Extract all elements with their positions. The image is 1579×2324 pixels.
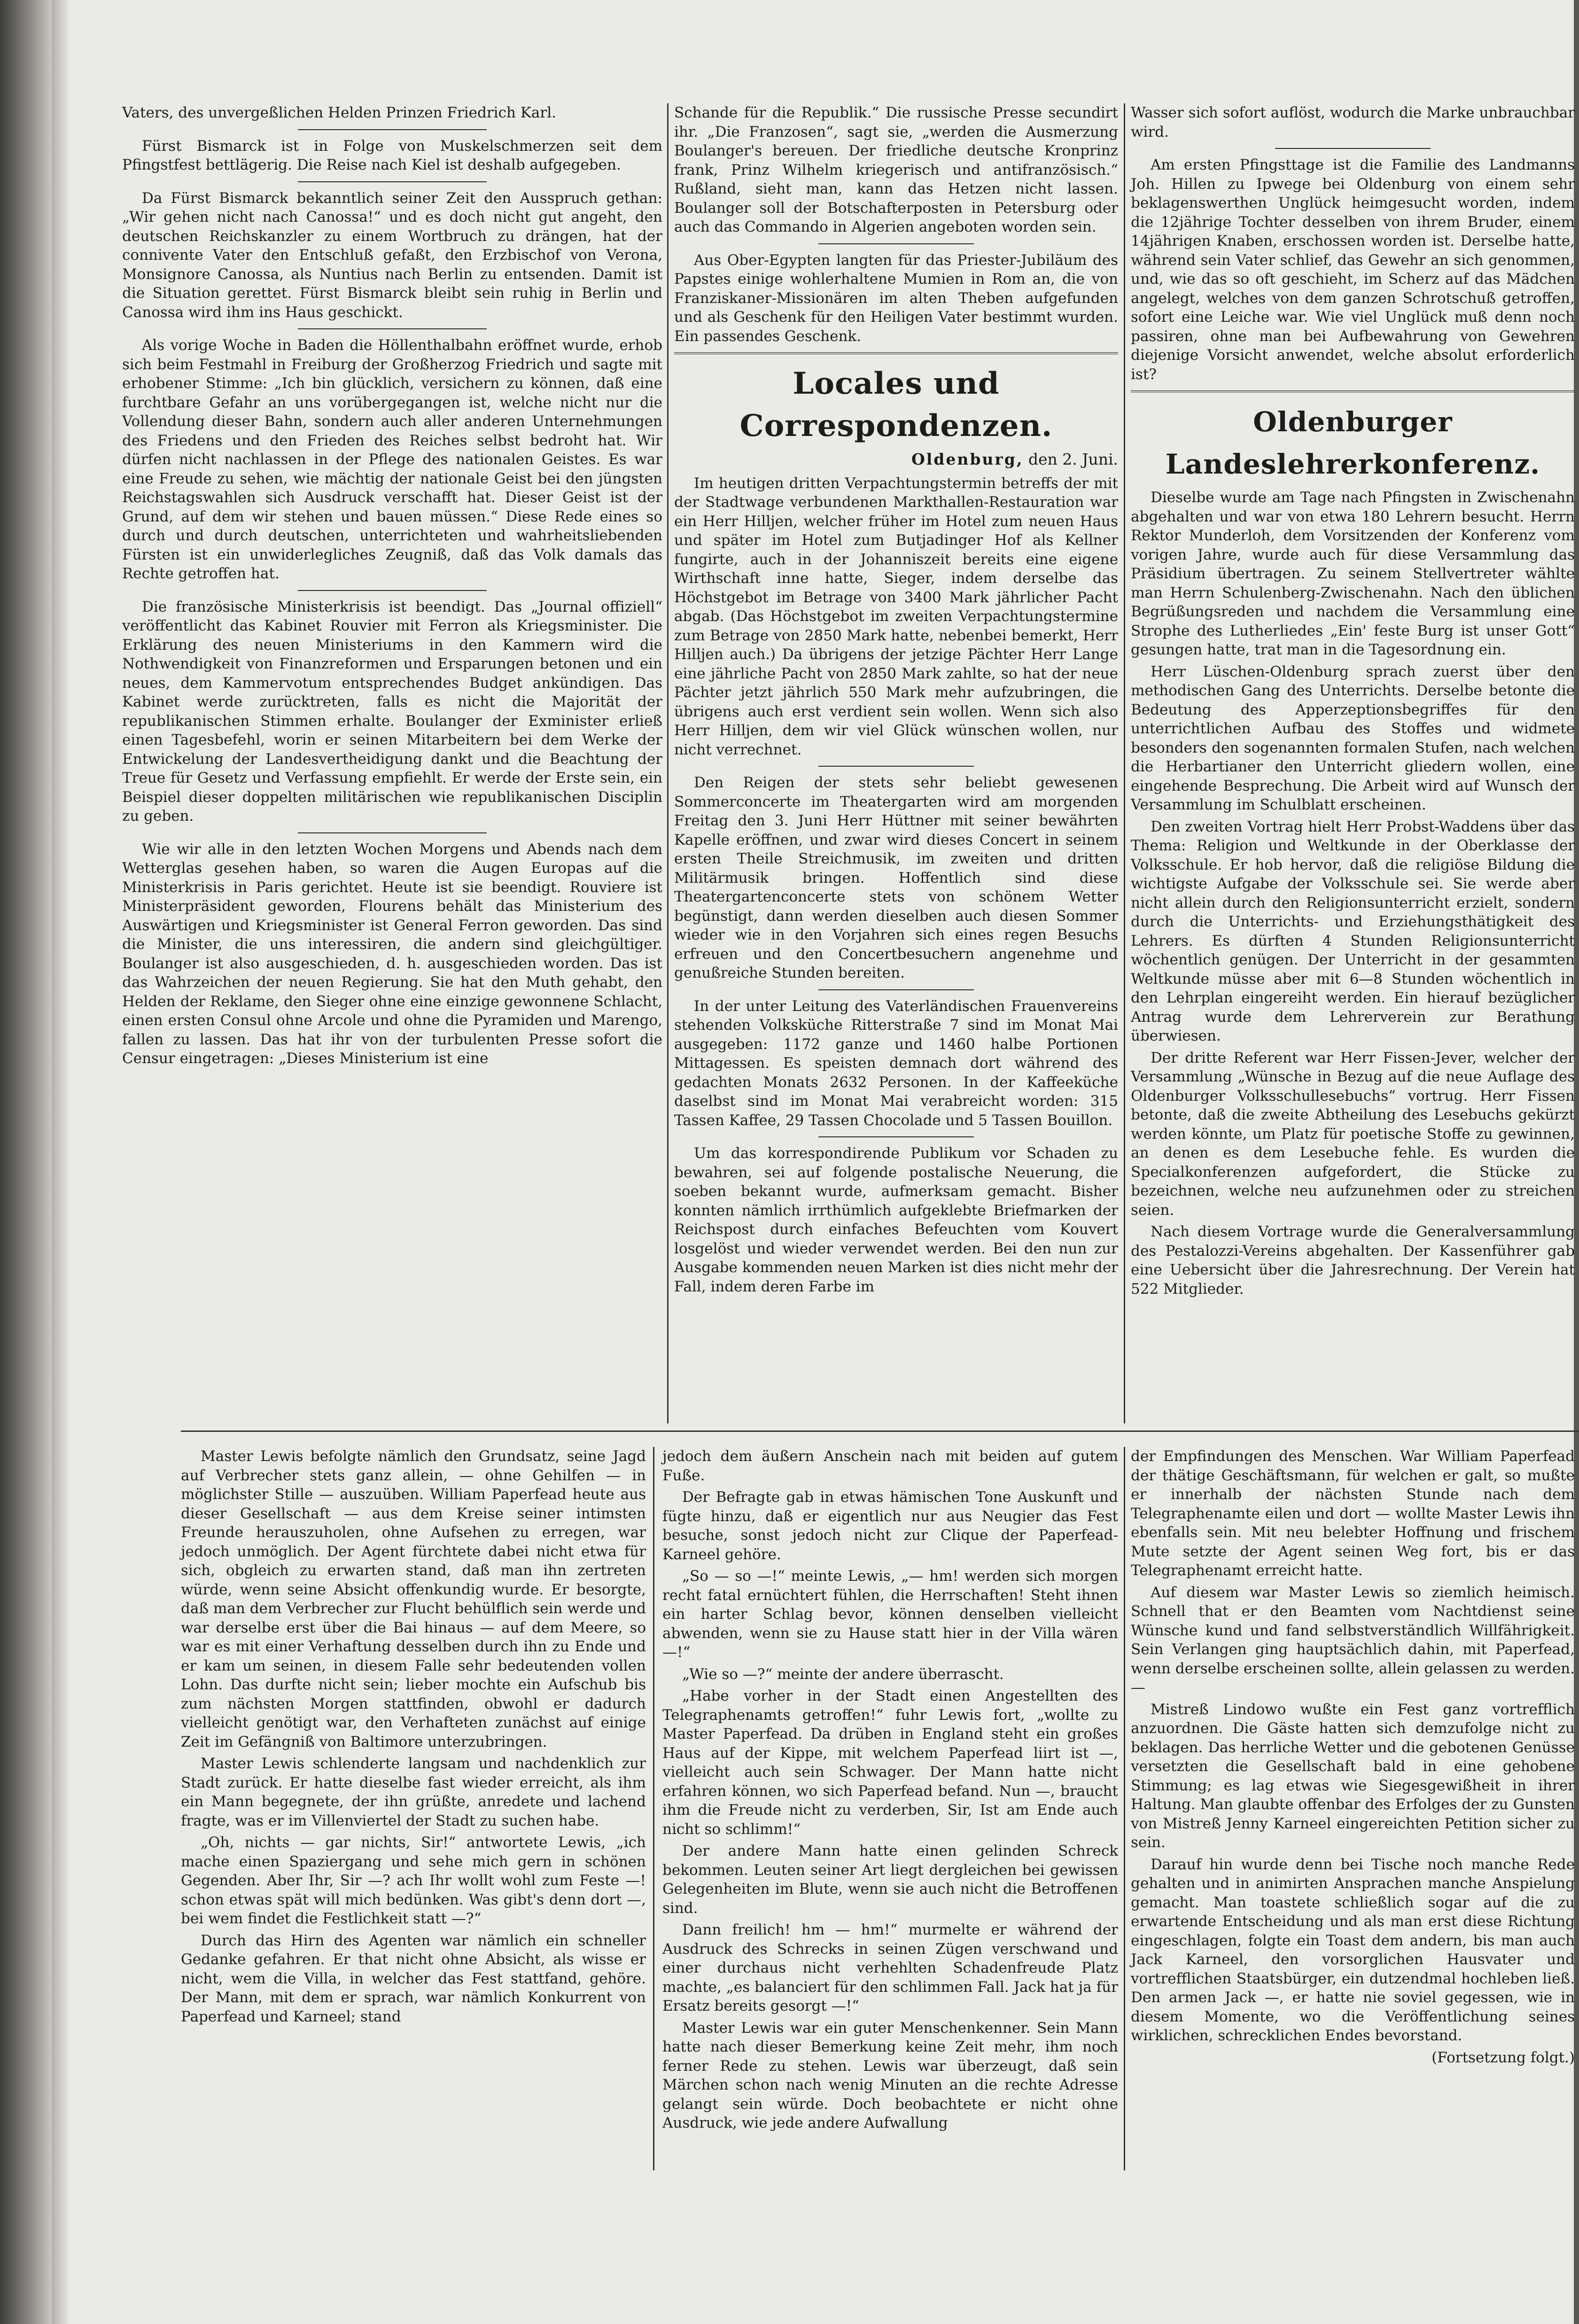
newspaper-page xyxy=(52,0,1574,2324)
article-konferenz-4: Der dritte Referent war Herr Fissen-Jever, welcher der Versammlung „Wünsche in Bezug auf die neue Auflage des Oldenburger Volksschullesebuchs“ vortrug. Herr Fissen betonte, daß die zweite Abtheilung des Lesebuchs gekürzt werden könnte, um Platz für poetische Stoffe zu gewinnen, an denen es dem Lesebuche fehle. Es wurden die Specialkonferenzen aufgefordert, die Stücke zu bezeichnen, welche neu aufzunehmen oder zu streichen seien. xyxy=(1131,1049,1575,1219)
feuilleton-paragraph: Durch das Hirn des Agenten war nämlich ein schneller Gedanke gefahren. Er that nicht ohne Absicht, als wisse er nicht, wem die Villa, in welcher das Fest stattfand, gehöre. Der Mann, mit dem er sprach, war nämlich Konkurrent von Paperfead und Karneel; stand xyxy=(181,1932,646,2025)
feuilleton-paragraph: Der andere Mann hatte einen gelinden Schreck bekommen. Leuten seiner Art liegt dergleichen bei gewissen Gelegenheiten im Blute, wenn sie auch nicht die Betroffenen sind. xyxy=(662,1842,1118,1917)
article-briefmarken: Um das korrespondirende Publikum vor Schaden zu bewahren, sei auf folgende postalische Neuerung, die soeben bekannt wurde, aufmerksam gemacht. Bisher konnten nämlich irrthümlich aufgeklebte Briefmarken der Reichspost durch einfaches Befeuchten vom Kouvert losgelöst und wieder verwendet werden. Bei den nun zur Ausgabe kommenden neuen Marken ist dies nicht mehr der Fall, indem deren Farbe im xyxy=(674,1145,1118,1295)
feuilleton-paragraph: Darauf hin wurde denn bei Tische noch manche Rede gehalten und in animirten Ansprachen manche Anspielung gemacht. Man toastete schließlich sogar auf die zu erwartende Entscheidung und als man erst diese Richtung eingeschlagen, folgte ein Toast dem andern, bis man auch Jack Karneel, den vorsorglichen Hausvater und vortrefflichen Staatsbürger, ein dutzendmal hochleben ließ. Den armen Jack —, er hatte nie soviel gegessen, wie in diesem Momente, wo die Veröffentlichung seines wirklichen, schrecklichen Endes bevorstand. xyxy=(1131,1856,1575,2044)
section-heading-lehrerkonferenz: Oldenburger Landeslehrerkonferenz. xyxy=(1165,406,1540,480)
article-ministerkrisis: Die französische Ministerkrisis ist beendigt. Das „Journal offiziell“ veröffentlicht das Kabinet Rouvier mit Ferron als Kriegsminister. Die Erklärung des neuen Ministeriums in den Kammern wird die Nothwendigkeit von Finanzreformen und Ersparungen betonen und ein neues, dem Kammervotum entsprechendes Budget ankündigen. Das Kabinet werde zurücktreten, falls es nicht die Majorität der republikanischen Stimmen erhalte. Boulanger der Exminister erließ einen Tagesbefehl, worin er seinen Mitarbeitern bei dem Werke der Entwickelung der Landesvertheidigung dankt und die Beachtung der Treue für Gesetz und Verfassung empfiehlt. Er werde der Erste sein, ein Beispiel dieser doppelten militärischen wie republikanischen Disciplin zu geben. xyxy=(122,598,662,824)
feuilleton-paragraph: Master Lewis war ein guter Menschenkenner. Sein Mann hatte nach dieser Bemerkung keine Zeit mehr, ihm noch ferner Rede zu stehen. Lewis war überzeugt, daß sein Märchen schon nach wenig Minuten an die rechte Adresse gelangt sein würde. Doch beobachtete er nicht ohne Ausdruck, wie jede andere Aufwallung xyxy=(662,2019,1118,2131)
article-konferenz-2: Herr Lüschen-Oldenburg sprach zuerst über den methodischen Gang des Unterrichts. Derselbe betonte die Bedeutung des Apperzeptionsbegriffes für den unterrichtlichen Aufbau des Stoffes und widmete besonders den sogenannten formalen Stufen, nach welchen die Herbartianer den Unterricht gliedern wollen, eine eingehende Besprechung. Die Arbeit wird auf Wunsch der Versammlung im Schulblatt erscheinen. xyxy=(1131,663,1575,813)
column-rule xyxy=(667,103,669,1423)
separator xyxy=(818,766,974,767)
column-3 xyxy=(1131,103,1575,1301)
dateline-date: den 2. Juni. xyxy=(1028,450,1118,468)
page-shadow xyxy=(52,0,70,2324)
column-2 xyxy=(674,103,1118,1299)
separator xyxy=(818,1136,974,1137)
separator xyxy=(818,989,974,990)
section-heading-locales: Locales und Correspondenzen. xyxy=(739,366,1053,443)
feuilleton-column-1 xyxy=(181,1447,646,2029)
column-rule xyxy=(653,1447,654,2170)
article-unglueck: Am ersten Pfingsttage ist die Familie des Landmanns Joh. Hillen zu Ipwege bei Oldenburg von einem sehr beklagenswerthen Unglück heimgesucht worden, indem die 12jährige Tochter desselben von ihrem Bruder, einem 14jährigen Knaben, erschossen worden ist. Derselbe hatte, während sein Vater schlief, das Gewehr an sich genommen, und, wie das so oft geschieht, im Scherz auf das Mädchen angelegt, welches von dem ganzen Schrotschuß getroffen, sofort eine Leiche war. Wie viel Unglück muß denn noch passiren, ohne man bei Aufbewahrung von Gewehren diejenige Vorsicht anwendet, welche absolut erforderlich ist? xyxy=(1131,156,1575,383)
column-1 xyxy=(122,103,662,1071)
feuilleton-paragraph: Der Befragte gab in etwas hämischen Tone Auskunft und fügte hinzu, daß er eigentlich nur aus Neugier das Fest besuche, sonst jedoch nicht zur Clique der Paperfead-Karneel gehöre. xyxy=(662,1489,1118,1563)
article-theatergarten: Den Reigen der stets sehr beliebt gewesenen Sommerconcerte im Theatergarten wird am morgenden Freitag den 3. Juni Herr Hüttner mit seiner bewährten Kapelle eröffnen, und zwar wird dieses Concert in seinem ersten Theile Streichmusik, im zweiten und dritten Militärmusik bringen. Hoffentlich sind diese Theatergartenconcerte stets von schönem Wetter begünstigt, dann werden dieselben auch diesen Sommer wieder wie in den Vorjahren sich eines regen Besuchs erfreuen und den Concertbesuchern angenehme und genußreiche Stunden bereiten. xyxy=(674,774,1118,981)
article-russische-presse: Schande für die Republik.“ Die russische Presse secundirt ihr. „Die Franzosen“, sagt sie, „werden die Ausmerzung Boulanger's bereuen. Der friedliche deutsche Kronprinz frank, Prinz Wilhelm kriegerisch und antifranzösisch.“ Rußland, sieht man, kann das Hetzen nicht lassen. Boulanger soll der Botschafterposten in Petersburg oder auch das Commando in Algerien angeboten worden sein. xyxy=(674,104,1118,235)
feuilleton-paragraph: „So — so —!“ meinte Lewis, „— hm! werden sich morgen recht fatal ernüchtert fühlen, die Herrschaften! Steht ihnen ein harter Schlag bevor, können denselben vielleicht abwenden, wenn sie zu Hause statt hier in der Villa wären —!“ xyxy=(662,1568,1118,1661)
separator xyxy=(298,328,487,329)
separator xyxy=(298,590,487,591)
continued-note: (Fortsetzung folgt.) xyxy=(1431,2049,1575,2066)
article-paris-krisis: Wie wir alle in den letzten Wochen Morgens und Abends nach dem Wetterglas gesehen haben, so waren die Augen Europas auf die Ministerkrisis in Paris gerichtet. Heute ist sie beendigt. Rouviere ist Ministerpräsident geworden, Flourens behält das Ministerium des Auswärtigen und Kriegsminister ist General Ferron geworden. Das sind die Minister, die uns interessiren, die andern sind gleichgültiger. Boulanger ist also ausgeschieden, d. h. ausgeschieden worden. Das ist das Wahrzeichen der neuen Regierung. Sie hat den Muth gehabt, den Helden der Reklame, den Sieger ohne eine einzige gewonnene Schlacht, einen ersten Consul ohne Arcole und ohne die Pyramiden und Marengo, fallen zu lassen. Das hat ihr von der turbulenten Presse sofort die Censur eingetragen: „Dieses Ministerium ist eine xyxy=(122,840,662,1067)
separator xyxy=(298,832,487,833)
feuilleton-paragraph: Auf diesem war Master Lewis so ziemlich heimisch. Schnell that er den Beamten vom Nachtdienst seine Wünsche kund und fand selbstverständlich Willfährigkeit. Sein Verlangen ging hauptsächlich dahin, mit Paperfead, wenn derselbe erscheinen sollte, allein gelassen zu werden. — xyxy=(1131,1584,1575,1696)
article-bismarck-illness: Fürst Bismarck ist in Folge von Muskelschmerzen seit dem Pfingstfest bettlägerig. Die Reise nach Kiel ist deshalb aufgegeben. xyxy=(122,137,662,173)
article-konferenz-3: Den zweiten Vortrag hielt Herr Probst-Waddens über das Thema: Religion und Weltkunde in der Oberklasse der Volksschule. Er hob hervor, daß die religiöse Bildung die wichtigste Aufgabe der Volksschule sei. Sie werde aber nicht allein durch den Religionsunterricht erzielt, sondern durch die Unterrichts- und Erziehungsthätigkeit des Lehrers. Es dürften 4 Stunden Religionsunterricht wöchentlich genügen. Der Unterricht in der gesammten Weltkunde müsse aber mit 6—8 Stunden wöchentlich in den Lehrplan eingereiht werden. Ein hierauf bezüglicher Antrag wurde dem Lehrerverein zur Berathung überwiesen. xyxy=(1131,818,1575,1044)
dateline xyxy=(674,450,1118,469)
feuilleton-paragraph: der Empfindungen des Menschen. War William Paperfead der thätige Geschäftsmann, für welchen er galt, so mußte er innerhalb der nächsten Stunde nach dem Telegraphenamte eilen und dort — wollte Master Lewis ihn ebenfalls sein. Mit neu belebter Hoffnung und frischem Mute setzte der Agent seinen Weg fort, bis er das Telegraphenamt erreicht hatte. xyxy=(1131,1448,1575,1579)
scan-binding-edge xyxy=(0,0,52,2324)
feuilleton-paragraph: Master Lewis befolgte nämlich den Grundsatz, seine Jagd auf Verbrecher stets ganz allein, — ohne Gehilfen — in möglichster Stille — auszuüben. William Paperfead heute aus dieser Gesellschaft — aus dem Kreise seiner intimsten Freunde herauszuholen, ohne Aufsehen zu erregen, war jedoch unmöglich. Der Agent fürchtete dabei nicht etwa für sich, obgleich zu erwarten stand, daß man ihn zertreten würde, wenn seine Absicht offenkundig wurde. Er besorgte, daß man dem Verbrecher zur Flucht behülflich sein werde und war derselbe erst über die Bai hinaus — auf dem Meere, so war es mit einer Verhaftung desselben durch ihn zu Ende und er kam um seinen, in diesem Falle sehr bedeutenden vollen Lohn. Das durfte nicht sein; lieber mochte ein Aufschub bis zum nächsten Morgen stattfinden, obwohl er dadurch vielleicht genötigt war, den Verhafteten zunächst auf einige Zeit im Gefängniß von Baltimore unterzubringen. xyxy=(181,1448,646,1750)
article-konferenz-1: Dieselbe wurde am Tage nach Pfingsten in Zwischenahn abgehalten und war von etwa 180 Lehrern besucht. Herrn Rektor Munderloh, dem Vorsitzenden der Konferenz vom vorigen Jahre, wurde auch für diese Versammlung das Präsidium übertragen. Zu seinem Stellvertreter wählte man Herrn Schulenberg-Zwischenahn. Nach den üblichen Begrüßungsreden und nachdem die Versammlung eine Strophe des Lutherliedes „Ein' feste Burg ist unser Gott“ gesungen hatte, trat man in die Tagesordnung ein. xyxy=(1131,489,1575,658)
section-rule xyxy=(1131,390,1575,392)
feuilleton-paragraph: „Oh, nichts — gar nichts, Sir!“ antwortete Lewis, „ich mache einen Spaziergang und sehe mich gern in schönen Gegenden. Aber Ihr, Sir —? ach Ihr wollt wohl zum Feste —! schon etwas spät will mich bedünken. Was gibt's denn dort —, bei wem findet die Festlichkeit statt —?“ xyxy=(181,1834,646,1927)
article-mumien: Aus Ober-Egypten langten für das Priester-Jubiläum des Papstes einige wohlerhaltene Mumien in Rom an, die von Franziskaner-Missionären im alten Theben aufgefunden und als Geschenk für den Heiligen Vater bestimmt wurden. Ein passendes Geschenk. xyxy=(674,251,1118,345)
article-markthallen: Im heutigen dritten Verpachtungstermin betreffs der mit der Stadtwage verbundenen Markthallen-Restauration war ein Herr Hilljen, welcher früher im Hotel zum neuen Haus und später im Hotel zum Butjadinger Hof als Kellner fungirte, auch in der Johanniszeit bereits eine eigene Wirthschaft inne hatte, Sieger, indem derselbe das Höchstgebot im Betrage von 3400 Mark jährlicher Pacht abgab. (Das Höchstgebot im zweiten Verpachtungstermine zum Betrage von 2850 Mark hatte, nebenbei bemerkt, Herr Hilljen auch.) Da übrigens der jetzige Pächter Herr Lange eine jährliche Pacht von 2850 Mark zahlte, so hat der neue Pächter jetzt jährlich 550 Mark mehr aufzubringen, die übrigens auch erst verdient sein wollen. Wenn sich also Herr Hilljen, dem wir viel Glück wünschen wollen, nur nicht verrechnet. xyxy=(674,474,1118,758)
feuilleton-rule xyxy=(181,1430,1579,1432)
section-rule xyxy=(674,352,1118,354)
article-marke-continued: Wasser sich sofort auflöst, wodurch die Marke unbrauchbar wird. xyxy=(1131,104,1575,140)
separator xyxy=(298,181,487,182)
separator xyxy=(1275,148,1431,149)
article-prinz-karl: Vaters, des unvergeßlichen Helden Prinzen Friedrich Karl. xyxy=(122,104,556,121)
feuilleton-column-2 xyxy=(662,1447,1118,2136)
article-canossa: Da Fürst Bismarck bekanntlich seiner Zeit den Ausspruch gethan: „Wir gehen nicht nach Canossa!“ und es doch nicht gut angeht, den deutschen Reichskanzler zu einem Wortbruch zu drängen, hat der connivente Vater den Entschluß gefaßt, den Erzbischof von Verona, Monsignore Canossa, als Nuntius nach Berlin zu entsenden. Damit ist die Situation gerettet. Fürst Bismarck bleibt sein ruhig in Berlin und Canossa wird ihm ins Haus geschickt. xyxy=(122,189,662,321)
article-konferenz-5: Nach diesem Vortrage wurde die Generalversammlung des Pestalozzi-Vereins abgehalten. Der Kassenführer gab eine Uebersicht über die Jahresrechnung. Der Verein hat 522 Mitglieder. xyxy=(1131,1223,1575,1298)
separator xyxy=(298,129,487,130)
feuilleton-paragraph: „Wie so —?“ meinte der andere überrascht. xyxy=(682,1665,1004,1683)
feuilleton-column-3 xyxy=(1131,1447,1575,2070)
separator xyxy=(818,243,974,244)
feuilleton-paragraph: Mistreß Lindowo wußte ein Fest ganz vortrefflich anzuordnen. Die Gäste hatten sich demzufolge nicht zu beklagen. Das herrliche Wetter und die gebotenen Genüsse versetzten die Gesellschaft bald in eine gehobene Stimmung; es lag etwas wie Siegesgewißheit in ihrer Haltung. Man glaubte offenbar des Erfolges der zu Gunsten von Mistreß Jenny Karneel eingereichten Petition sicher zu sein. xyxy=(1131,1701,1575,1851)
feuilleton-paragraph: jedoch dem äußern Anschein nach mit beiden auf gutem Fuße. xyxy=(662,1448,1118,1484)
column-rule xyxy=(1124,1447,1125,2170)
dateline-place: Oldenburg, xyxy=(911,450,1024,468)
feuilleton-paragraph: Dann freilich! hm — hm!“ murmelte er während der Ausdruck des Schrecks in seinen Zügen verschwand und einer durchaus nicht verhehlten Schadenfreude Platz machte, „es balanciert für den schlimmen Fall. Jack hat ja für Ersatz bereits gesorgt —!“ xyxy=(662,1921,1118,2014)
feuilleton-paragraph: „Habe vorher in der Stadt einen Angestellten des Telegraphenamts getroffen!“ fuhr Lewis fort, „wollte zu Master Paperfead. Da drüben in England steht ein großes Haus auf der Kippe, mit welchem Paperfead liirt ist —, vielleicht auch sein Schwager. Der Mann hatte nicht erfahren können, wo sich Paperfead befand. Nun —, braucht ihm die Freude nicht zu verderben, Sir, Ist am Ende auch nicht so schlimm!“ xyxy=(662,1687,1118,1838)
article-hoellenthalbahn: Als vorige Woche in Baden die Höllenthalbahn eröffnet wurde, erhob sich beim Festmahl in Freiburg der Großherzog Friedrich und sagte mit erhobener Stimme: „Ich bin glücklich, versichern zu können, daß eine furchtbare Gefahr an uns vorübergegangen ist, welche nicht nur die Vollendung dieser Bahn, sondern auch aller anderen Unternehmungen des Friedens und den Frieden des Reiches selbst bedroht hat. Wir dürfen nicht nachlassen in der Pflege des nationalen Geistes. Es war eine Freude zu sehen, wie mächtig der nationale Geist bei den jüngsten Reichstagswahlen sich Ausdruck verschafft hat. Dieser Geist ist der Grund, auf dem wir stehen und bauen müssen.“ Diese Rede eines so durch und durch deutschen, unterrichteten und wahrheitsliebenden Fürsten ist ein unwiderlegliches Zeugniß, daß das Volk damals das Rechte getroffen hat. xyxy=(122,337,662,582)
column-rule xyxy=(1124,103,1125,1423)
article-volkskueche: In der unter Leitung des Vaterländischen Frauenvereins stehenden Volksküche Ritterstraße 7 sind im Monat Mai ausgegeben: 1172 ganze und 1460 halbe Portionen Mittagessen. Es speisten demnach dort während des gedachten Monats 2632 Personen. In der Kaffeeküche daselbst sind im Monat Mai verabreicht worden: 315 Tassen Kaffee, 29 Tassen Chocolade und 5 Tassen Bouillon. xyxy=(674,997,1118,1129)
feuilleton-paragraph: Master Lewis schlenderte langsam und nachdenklich zur Stadt zurück. Er hatte dieselbe fast wieder erreicht, als ihm ein Mann begegnete, der ihn grüßte, anredete und lachend fragte, was er im Villenviertel der Stadt zu suchen habe. xyxy=(181,1755,646,1829)
